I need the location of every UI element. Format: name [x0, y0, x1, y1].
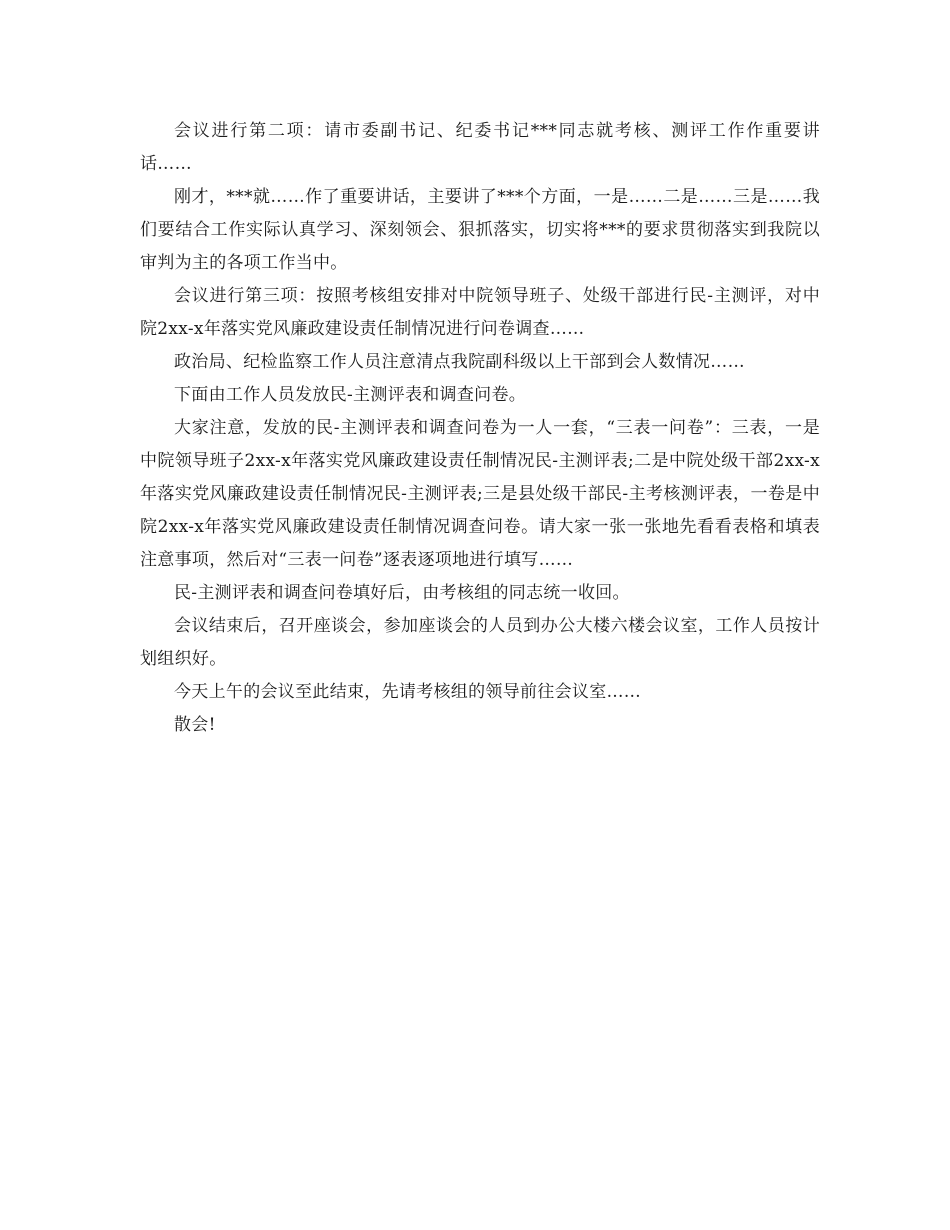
paragraph-form-instructions: 大家注意，发放的民-主测评表和调查问卷为一人一套，“三表一问卷”：三表，一是中院领导班子2xx-x年落实党风廉政建设责任制情况民-主测评表;二是中院处级干部2xx-x年落实党风廉政建设责任制情况民-主测评表;三是县处级干部民-主考核测评表，一卷是中院2xx-x年落实党风廉政建设责任制情况调查问卷。请大家一张一张地先看看表格和填表注意事项，然后对“三表一问卷”逐表逐项地进行填写……	[140, 418, 820, 570]
paragraph-collect-forms: 民-主测评表和调查问卷填好后，由考核组的同志统一收回。	[174, 583, 630, 603]
paragraph-attendance-check: 政治局、纪检监察工作人员注意清点我院副科级以上干部到会人数情况……	[174, 352, 745, 372]
paragraph-symposium: 会议结束后，召开座谈会，参加座谈会的人员到办公大楼六楼会议室，工作人员按计划组织好。	[140, 616, 820, 669]
paragraph-agenda-item-two: 会议进行第二项：请市委副书记、纪委书记***同志就考核、测评工作作重要讲话……	[140, 121, 820, 174]
paragraph-meeting-end: 今天上午的会议至此结束，先请考核组的领导前往会议室……	[174, 682, 642, 702]
document-body	[140, 115, 820, 742]
paragraph-agenda-item-three: 会议进行第三项：按照考核组安排对中院领导班子、处级干部进行民-主测评，对中院2xx-x年落实党风廉政建设责任制情况进行问卷调查……	[140, 286, 820, 339]
paragraph-adjourn: 散会!	[174, 715, 216, 735]
paragraph-speech-summary: 刚才，***就……作了重要讲话，主要讲了***个方面，一是……二是……三是……我们要结合工作实际认真学习、深刻领会、狠抓落实，切实将***的要求贯彻落实到我院以审判为主的各项工作当中。	[140, 187, 820, 273]
paragraph-distribute-forms: 下面由工作人员发放民-主测评表和调查问卷。	[174, 385, 527, 405]
